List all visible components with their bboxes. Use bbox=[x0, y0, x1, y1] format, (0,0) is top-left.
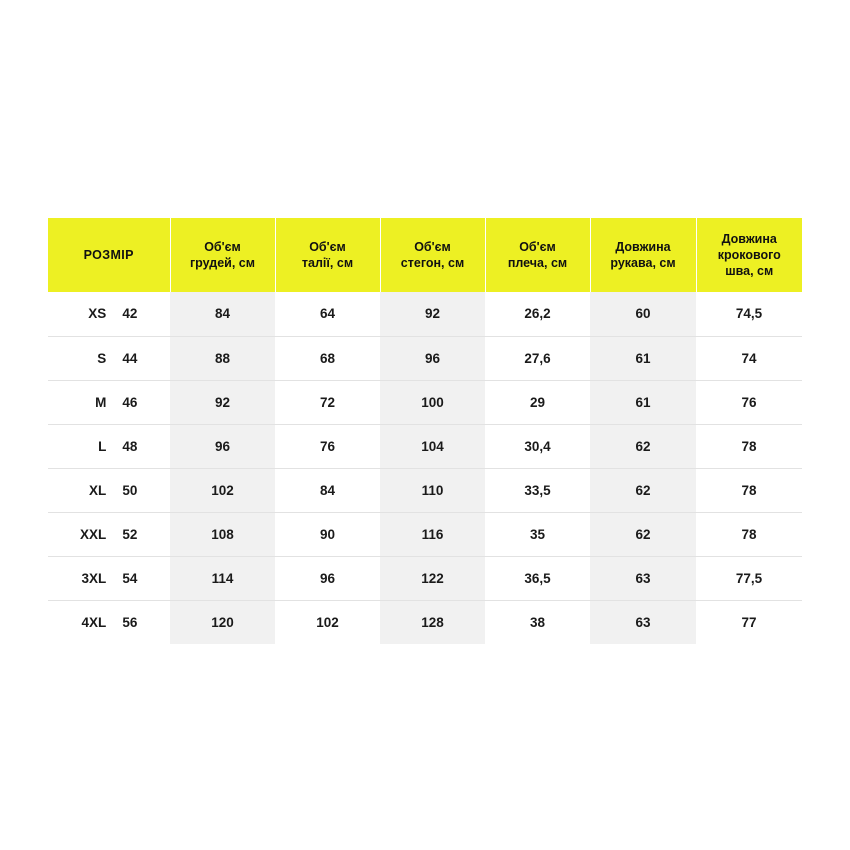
cell-shoulder: 38 bbox=[485, 600, 590, 644]
table-row bbox=[48, 468, 802, 512]
column-header-inseam-line2: крокового bbox=[717, 248, 781, 262]
cell-waist: 68 bbox=[275, 336, 380, 380]
size-chart-container bbox=[48, 218, 802, 644]
size-letter: 3XL bbox=[81, 570, 107, 586]
cell-hips: 116 bbox=[380, 512, 485, 556]
cell-sleeve: 63 bbox=[590, 556, 696, 600]
column-header-inseam-line1: Довжина bbox=[721, 232, 777, 246]
cell-sleeve: 63 bbox=[590, 600, 696, 644]
cell-inseam: 77,5 bbox=[696, 556, 802, 600]
cell-size bbox=[48, 468, 170, 512]
cell-shoulder: 36,5 bbox=[485, 556, 590, 600]
column-header-shoulder-line1: Об'єм bbox=[519, 240, 556, 254]
size-letter: XL bbox=[89, 482, 107, 498]
cell-shoulder: 27,6 bbox=[485, 336, 590, 380]
cell-size bbox=[48, 292, 170, 336]
cell-size bbox=[48, 380, 170, 424]
cell-size bbox=[48, 424, 170, 468]
size-number: 48 bbox=[122, 438, 138, 454]
cell-size bbox=[48, 512, 170, 556]
cell-inseam: 77 bbox=[696, 600, 802, 644]
cell-sleeve: 61 bbox=[590, 336, 696, 380]
size-number: 56 bbox=[122, 614, 138, 630]
table-row bbox=[48, 336, 802, 380]
cell-sleeve: 62 bbox=[590, 512, 696, 556]
size-letter: L bbox=[98, 438, 107, 454]
table-row bbox=[48, 512, 802, 556]
cell-inseam: 74,5 bbox=[696, 292, 802, 336]
cell-waist: 84 bbox=[275, 468, 380, 512]
cell-shoulder: 33,5 bbox=[485, 468, 590, 512]
cell-chest: 88 bbox=[170, 336, 275, 380]
size-letter: 4XL bbox=[81, 614, 107, 630]
cell-shoulder: 30,4 bbox=[485, 424, 590, 468]
cell-sleeve: 61 bbox=[590, 380, 696, 424]
cell-hips: 128 bbox=[380, 600, 485, 644]
size-number: 52 bbox=[122, 526, 138, 542]
cell-inseam: 74 bbox=[696, 336, 802, 380]
cell-waist: 90 bbox=[275, 512, 380, 556]
column-header-waist bbox=[275, 218, 380, 292]
column-header-shoulder bbox=[485, 218, 590, 292]
cell-hips: 122 bbox=[380, 556, 485, 600]
column-header-sleeve-line1: Довжина bbox=[615, 240, 671, 254]
table-header-row bbox=[48, 218, 802, 292]
cell-chest: 92 bbox=[170, 380, 275, 424]
column-header-sleeve bbox=[590, 218, 696, 292]
column-header-inseam-line3: шва, см bbox=[725, 264, 774, 278]
table-head bbox=[48, 218, 802, 292]
cell-chest: 102 bbox=[170, 468, 275, 512]
column-header-shoulder-line2: плеча, см bbox=[507, 256, 568, 270]
cell-shoulder: 26,2 bbox=[485, 292, 590, 336]
cell-size bbox=[48, 556, 170, 600]
size-number: 46 bbox=[122, 394, 138, 410]
cell-sleeve: 62 bbox=[590, 424, 696, 468]
size-letter: XS bbox=[88, 306, 107, 322]
cell-waist: 76 bbox=[275, 424, 380, 468]
cell-size bbox=[48, 600, 170, 644]
cell-chest: 108 bbox=[170, 512, 275, 556]
size-chart-table bbox=[48, 218, 802, 644]
cell-shoulder: 35 bbox=[485, 512, 590, 556]
size-number: 42 bbox=[122, 306, 138, 322]
cell-hips: 96 bbox=[380, 336, 485, 380]
column-header-inseam bbox=[696, 218, 802, 292]
column-header-size bbox=[48, 218, 170, 292]
cell-inseam: 78 bbox=[696, 512, 802, 556]
cell-shoulder: 29 bbox=[485, 380, 590, 424]
column-header-waist-line2: талії, см bbox=[301, 256, 354, 270]
cell-inseam: 78 bbox=[696, 424, 802, 468]
size-number: 44 bbox=[122, 350, 138, 366]
table-row bbox=[48, 380, 802, 424]
column-header-waist-line1: Об'єм bbox=[309, 240, 346, 254]
column-header-hips bbox=[380, 218, 485, 292]
cell-chest: 96 bbox=[170, 424, 275, 468]
cell-waist: 64 bbox=[275, 292, 380, 336]
cell-chest: 84 bbox=[170, 292, 275, 336]
table-row bbox=[48, 292, 802, 336]
column-header-hips-line1: Об'єм bbox=[414, 240, 451, 254]
cell-sleeve: 62 bbox=[590, 468, 696, 512]
table-row bbox=[48, 600, 802, 644]
cell-sleeve: 60 bbox=[590, 292, 696, 336]
cell-inseam: 76 bbox=[696, 380, 802, 424]
column-header-sleeve-line2: рукава, см bbox=[610, 256, 676, 270]
cell-size bbox=[48, 336, 170, 380]
column-header-chest bbox=[170, 218, 275, 292]
size-letter: XXL bbox=[80, 526, 107, 542]
size-letter: M bbox=[95, 394, 107, 410]
cell-waist: 72 bbox=[275, 380, 380, 424]
cell-hips: 92 bbox=[380, 292, 485, 336]
cell-waist: 96 bbox=[275, 556, 380, 600]
cell-hips: 100 bbox=[380, 380, 485, 424]
column-header-hips-line2: стегон, см bbox=[400, 256, 465, 270]
table-body bbox=[48, 292, 802, 644]
size-number: 54 bbox=[122, 570, 138, 586]
size-number: 50 bbox=[122, 482, 138, 498]
cell-chest: 120 bbox=[170, 600, 275, 644]
column-header-size-line1: РОЗМІР bbox=[83, 248, 134, 262]
cell-inseam: 78 bbox=[696, 468, 802, 512]
cell-waist: 102 bbox=[275, 600, 380, 644]
table-row bbox=[48, 556, 802, 600]
column-header-chest-line2: грудей, см bbox=[189, 256, 256, 270]
table-row bbox=[48, 424, 802, 468]
cell-chest: 114 bbox=[170, 556, 275, 600]
cell-hips: 110 bbox=[380, 468, 485, 512]
column-header-chest-line1: Об'єм bbox=[204, 240, 241, 254]
size-letter: S bbox=[97, 350, 107, 366]
cell-hips: 104 bbox=[380, 424, 485, 468]
